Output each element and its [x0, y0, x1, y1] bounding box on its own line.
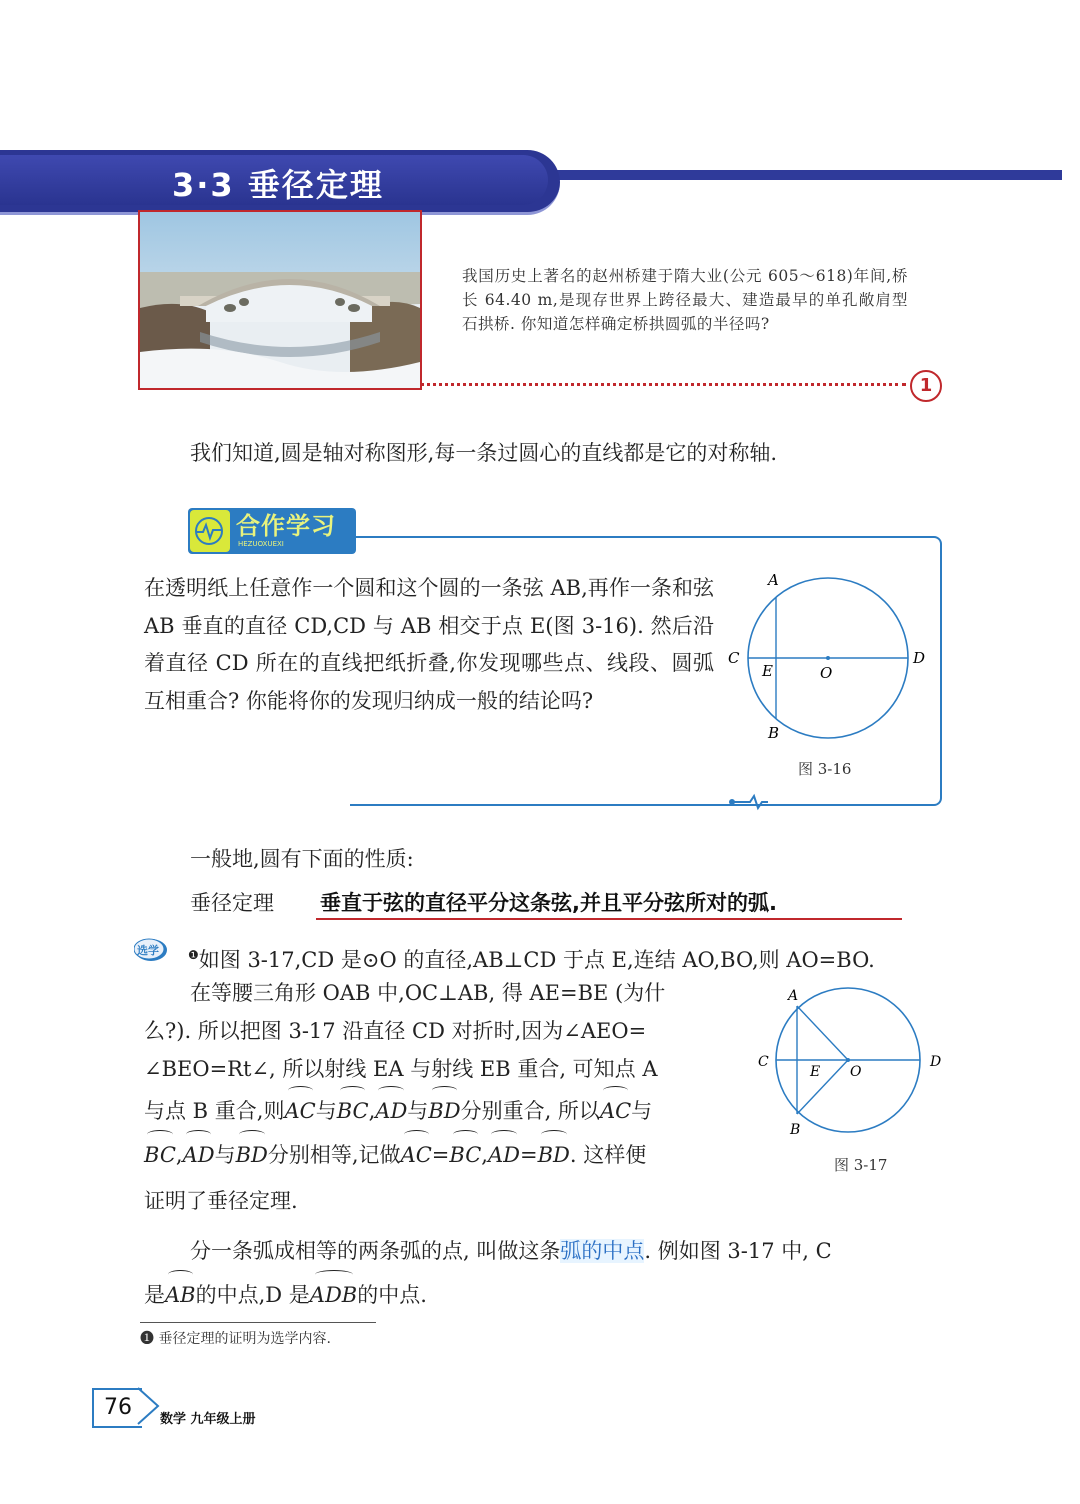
- cooperative-learning-label: 合作学习: [236, 512, 336, 540]
- paragraph-property-intro: 一般地,圆有下面的性质:: [190, 847, 414, 871]
- optional-tag-icon: [134, 938, 170, 962]
- p3-c: 是: [144, 1283, 165, 1307]
- midpoint-line-1: [190, 1230, 832, 1272]
- arc-adb: ADB: [309, 1283, 358, 1307]
- proof-line-7: 证明了垂径定理.: [144, 1189, 298, 1213]
- proof-l6f: 分别相等,记做: [267, 1143, 401, 1167]
- proof-l6n: . 这样便: [569, 1143, 647, 1167]
- question-number-badge: 1: [910, 370, 942, 402]
- proof-line-6: [144, 1134, 646, 1176]
- footnote-rule: [140, 1322, 376, 1323]
- zhaozhou-bridge-photo: [138, 210, 422, 390]
- p3-b: . 例如图 3-17 中, C: [644, 1239, 832, 1263]
- arc-bc-2: BC: [144, 1143, 176, 1167]
- theorem-underline: [316, 918, 902, 920]
- label-o-2: O: [850, 1064, 862, 1080]
- section-title: 3·3 垂径定理: [172, 166, 384, 204]
- midpoint-line-2: [144, 1274, 427, 1316]
- arc-ab: AB: [165, 1283, 196, 1307]
- proof-l5k: 与: [631, 1099, 653, 1123]
- arc-ac-3: AC: [400, 1143, 432, 1167]
- label-o: O: [820, 664, 833, 682]
- proof-line-3: 么?). 所以把图 3-17 沿直径 CD 对折时,因为∠AEO=: [144, 1019, 647, 1043]
- page-number: 76: [92, 1388, 142, 1428]
- arc-ad-2: AD: [182, 1143, 215, 1167]
- proof-line-1-text: 如图 3-17,CD 是⊙O 的直径,AB⊥CD 于点 E,连结 AO,BO,则 AO=BO.: [198, 948, 875, 972]
- cooperative-learning-pinyin: HEZUOXUEXI: [238, 540, 284, 548]
- proof-line-5: [144, 1090, 652, 1132]
- proof-line-4: ∠BEO=Rt∠, 所以射线 EA 与射线 EB 重合, 可知点 A: [144, 1057, 658, 1081]
- proof-l6d: 与: [214, 1143, 236, 1167]
- bridge-image: [140, 212, 420, 388]
- book-title: 数学 九年级上册: [160, 1412, 256, 1427]
- proof-l5i: 分别重合, 所以: [460, 1099, 600, 1123]
- proof-l6b: ,: [175, 1143, 183, 1167]
- arc-ad-3: AD: [487, 1143, 520, 1167]
- label-e-2: E: [810, 1064, 821, 1080]
- p3-d: 的中点,D 是: [195, 1283, 310, 1307]
- p3-a: 分一条弧成相等的两条弧的点, 叫做这条: [190, 1239, 561, 1263]
- center-point: [826, 656, 830, 660]
- cooperative-learning-text: 在透明纸上任意作一个圆和这个圆的一条弦 AB,再作一条和弦 AB 垂直的直径 CD,CD 与 AB 相交于点 E(图 3-16). 然后沿着直径 CD 所在的直线把纸折叠,你发现哪些点、线段、圆弧互相重合? 你能将你的发现归纳成一般的结论吗?: [144, 576, 714, 713]
- proof-l6l: =: [520, 1143, 538, 1167]
- label-b: B: [768, 724, 780, 742]
- arc-bd: BD: [428, 1099, 461, 1123]
- proof-l5a: 与点 B 重合,则: [144, 1099, 285, 1123]
- arc-ac-2: AC: [599, 1099, 632, 1123]
- footnote: ❶ 垂径定理的证明为选学内容.: [140, 1331, 331, 1347]
- zigzag-decoration: [728, 792, 768, 812]
- label-d: D: [913, 649, 926, 667]
- proof-l5c: 与: [315, 1099, 337, 1123]
- banner-rule: [548, 170, 1062, 180]
- arc-bc-3: BC: [449, 1143, 482, 1167]
- segment-ao: [797, 1006, 848, 1060]
- intro-question: 我国历史上著名的赵州桥建于隋大业(公元 605～618)年间,桥长 64.40 m,是现存世界上跨径最大、建造最早的单孔敞肩型石拱桥. 你知道怎样确定桥拱圆弧的半径吗?: [462, 267, 908, 333]
- label-b-2: B: [790, 1122, 801, 1138]
- pulse-icon: [194, 516, 224, 546]
- label-a: A: [768, 571, 779, 589]
- optional-tag-text: 选学: [137, 944, 159, 957]
- footnote-mark: ❶: [188, 948, 199, 962]
- theorem-label: 垂径定理: [190, 891, 274, 915]
- figure-3-17: [752, 984, 952, 1138]
- arc-bd-2: BD: [235, 1143, 268, 1167]
- label-d-2: D: [930, 1054, 942, 1070]
- label-e: E: [762, 662, 773, 680]
- arc-ad: AD: [375, 1099, 408, 1123]
- label-a-2: A: [788, 988, 799, 1004]
- theorem-statement: 垂直于弦的直径平分这条弦,并且平分弦所对的弧.: [320, 891, 777, 915]
- arc-ac: AC: [284, 1099, 316, 1123]
- paragraph-symmetry: 我们知道,圆是轴对称图形,每一条过圆心的直线都是它的对称轴.: [190, 441, 778, 465]
- figure-3-16-caption: 图 3-16: [798, 760, 852, 778]
- proof-l6j: ,: [481, 1143, 488, 1167]
- proof-l5g: 与: [407, 1099, 429, 1123]
- label-c-2: C: [758, 1054, 769, 1070]
- segment-bo: [797, 1060, 848, 1114]
- center-point-2: [846, 1058, 850, 1062]
- label-c: C: [728, 649, 740, 667]
- proof-l6h: =: [431, 1143, 450, 1167]
- dotted-divider: [420, 383, 906, 386]
- arc-bc: BC: [336, 1099, 369, 1123]
- p3-e: 的中点.: [357, 1283, 427, 1307]
- figure-3-16: [720, 570, 940, 770]
- figure-3-17-caption: 图 3-17: [834, 1156, 888, 1174]
- term-arc-midpoint: 弧的中点: [560, 1239, 645, 1263]
- arc-bd-3: BD: [537, 1143, 570, 1167]
- proof-l5e: ,: [368, 1099, 376, 1123]
- proof-line-2: 在等腰三角形 OAB 中,OC⊥AB, 得 AE=BE (为什: [190, 981, 666, 1005]
